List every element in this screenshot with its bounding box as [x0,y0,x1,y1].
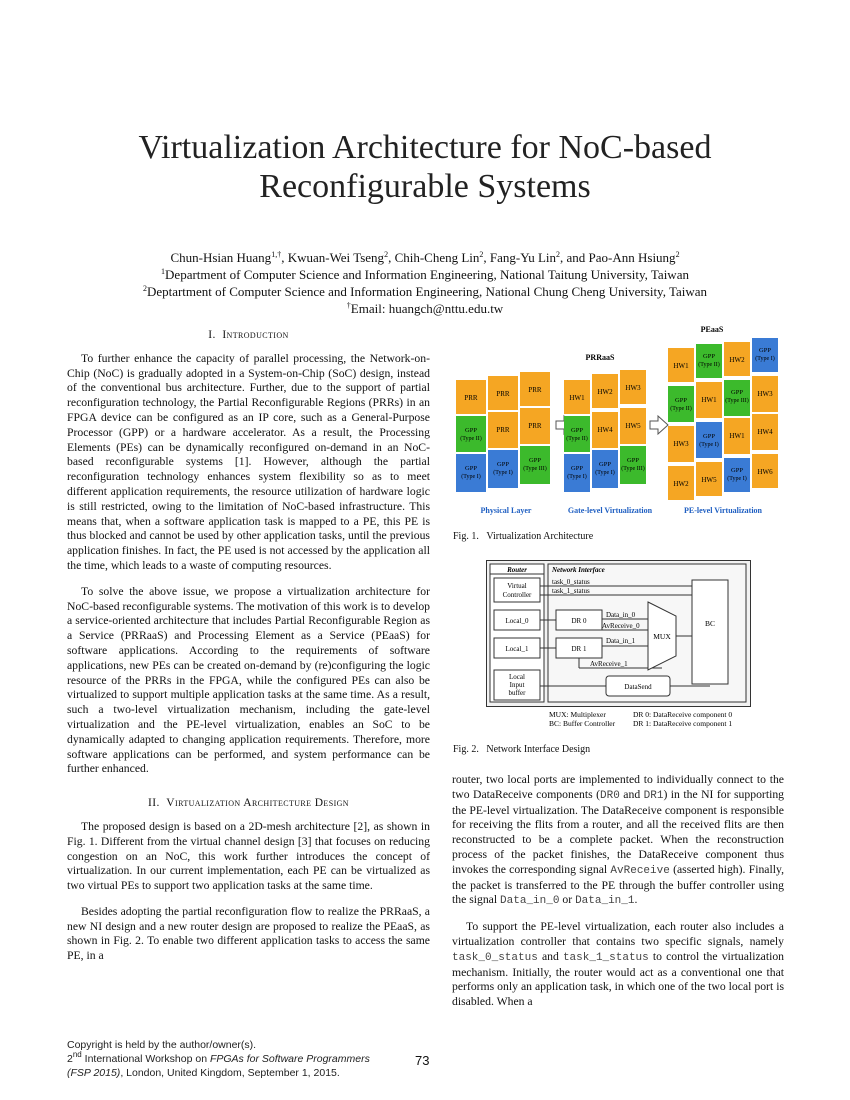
vc-label: Virtual [507,582,527,590]
signal-avreceive-1: AvReceive_1 [590,660,628,668]
hw-label: HW3 [757,390,773,398]
gpp-label: GPP [465,427,477,434]
legend-dr1: DR 1: DataReceive component 1 [633,719,733,728]
paper-title [0,128,850,206]
hw-label: HW1 [701,396,717,404]
prr-label: PRR [528,422,542,430]
footer-text: International Workshop on [81,1053,210,1065]
figure-1 [452,318,784,518]
gpp-type: (Type III) [523,466,547,472]
hw-label: HW4 [757,428,773,436]
prr-label: PRR [496,426,510,434]
hw-label: HW2 [597,388,613,396]
gpp-type: (Type I) [493,470,513,476]
footer-line [67,1066,370,1080]
gpp-block [456,416,486,452]
caption-number: Fig. 2. [453,744,479,755]
section-number: I. [208,329,216,341]
prr-label: PRR [528,386,542,394]
author-sup: 1,† [271,250,282,259]
hw-label: HW5 [701,476,717,484]
dr0-label: DR 0 [571,617,587,625]
text-run: router, two local ports are implemented to individually connect to the two DataReceive components ( [452,773,784,801]
physical-grid [456,372,550,492]
prr-label: PRR [464,394,478,402]
section-title: Introduction [222,329,289,341]
gpp-label: GPP [599,461,611,468]
text-run: and [537,949,563,963]
hw-label: HW1 [729,432,745,440]
author-block [0,249,850,317]
footer-line [67,1052,370,1066]
author-sup: 2 [556,250,561,259]
gpp-label: GPP [465,465,477,472]
paragraph: To solve the above issue, we propose a virtualization architecture for NoC-based reconfigurable systems. The motivation of this work is to develop a service-oriented architecture that includes Partial Reconfigurable Region as a Service (PRRaaS) and Processing Element as a Service (PEaaS) for software applications. According to the requirements of software applications, new PEs can be created on-demand by (re)configuring the logic resource of the PRRs in the FPGA, while the configured PEs can also be virtualized to support multiple application tasks at the same time. As a result, such a two-level virtualization mechanism, including the gate-level virtualization and the PE-level virtualization, enables an SoC to be dynamically adapted to changing application requirements. Therefore, more software applications can be performed, and system performance can be further enhanced. [67,584,431,776]
gpp-type: (Type II) [670,406,692,412]
footer-ordinal: 2 [67,1053,73,1065]
code-task0: task_0_status [452,951,538,964]
lib-label: buffer [508,689,526,697]
gpp-type: (Type I) [595,470,615,476]
footer-workshop: FPGAs for Software Programmers [209,1053,370,1065]
affiliation-2 [0,283,850,300]
author-list [0,249,850,266]
gpp-label: GPP [529,457,541,464]
legend-dr0: DR 0: DataReceive component 0 [633,710,733,719]
hw-label: HW5 [625,422,641,430]
section-heading-2 [67,796,430,811]
email-sup: † [346,301,351,310]
gpp-label: GPP [759,347,771,354]
local0-label: Local_0 [505,617,529,625]
bc-box [692,580,728,684]
code-dr1: DR1 [643,789,664,802]
gpp-label: GPP [703,433,715,440]
gpp-block [724,458,750,492]
hw-label: HW1 [569,394,585,402]
aff-sup: 2 [142,284,147,293]
footer-fsp: (FSP 2015) [67,1067,121,1079]
hw-label: HW3 [673,440,689,448]
section-number: II. [148,797,160,810]
author-sup: 2 [384,250,389,259]
gpp-block [520,446,550,484]
legend-bc: BC: Buffer Controller [549,719,616,728]
label-gate-level: Gate-level Virtualization [567,506,653,515]
author-sup: 2 [479,250,484,259]
author-name: Chun-Hsian Huang [170,250,272,265]
gpp-type: (Type II) [460,436,482,442]
hw-label: HW3 [625,384,641,392]
router-label: Router [507,566,527,574]
gpp-type: (Type I) [461,474,481,480]
gpp-type: (Type I) [699,442,719,448]
aff-text: Deptartment of Computer Science and Information Engineering, National Chung Cheng University, Taiwan [146,284,708,299]
label-prraas: PRRaaS [585,353,615,362]
hw-label: HW2 [673,480,689,488]
hw-label: HW2 [729,356,745,364]
text-run: and [619,787,644,801]
lib-label: Input [509,681,525,689]
pe-level-grid [668,338,778,500]
signal-data-in-1: Data_in_1 [606,637,636,645]
figure-2 [486,560,756,732]
text-run: ) in the NI for supporting the PE-level virtualization. The DataReceive component is responsible for receiving the flits from a router, and all the received flits are then reconstructed to be a complete packet. When the reconstruction process of the packet finishes, the DataReceive component thus invokes the corresponding signal [452,787,785,876]
gpp-block [696,344,722,378]
gpp-block [668,386,694,422]
text-run: or [559,893,576,907]
hw-label: HW6 [757,468,773,476]
datasend-label: DataSend [624,683,652,691]
author-sup: 2 [675,250,680,259]
local1-label: Local_1 [505,645,529,653]
gpp-type: (Type III) [621,466,645,472]
signal-task0: task_0_status [552,578,590,586]
gate-level-cells [564,370,646,492]
author-name: , Fang-Yu Lin [483,250,557,265]
title-line-1: Virtualization Architecture for NoC-based [138,129,712,166]
paragraph: To further enhance the capacity of parallel processing, the Network-on-Chip (NoC) is gradually adopted in a System-on-Chip (SoC) design, instead of the conventional bus architecture. Further, due to the support of partial reconfiguration technology, the Partial Reconfigurable Regions (PRRs) in an FPGA device can be configured as an IP core, such as a General-Purpose Processor (GPP) or a hardware accelerator. As a result, the Processing Elements (PEs) can be dynamically reconfigured on-demand in an NoC-based reconfigurable systems [1]. However, although the partial reconfiguration technology enhances system flexibility so as to meet different application requirements, the resource utilization of hardware logic is still restricted, owing to the limitation of NoC-based infrastructure. This means that, when a software application task is mapped to a PE, this PE is thus blocked and cannot be used by other application tasks, until the previous application finishes. In fact, the PE used is not accessed by the application all the time, which leads to a waste of computing resources. [67,351,430,572]
ni-label: Network Interface [552,566,605,574]
left-column [67,328,430,975]
prr-label: PRR [496,390,510,398]
section-heading-1 [67,328,430,343]
label-pe-level: PE-level Virtualization [684,506,762,515]
affiliation-1 [0,266,850,283]
footer-line: Copyright is held by the author/owner(s). [67,1039,257,1051]
gpp-type: (Type II) [566,436,588,442]
signal-avreceive-0: AvReceive_0 [602,622,640,630]
lib-label: Local [509,673,525,681]
legend-mux: MUX: Multiplexer [549,710,606,719]
author-name: , Chih-Cheng Lin [388,250,480,265]
hw-label: HW4 [597,426,613,434]
paragraph [452,773,784,909]
right-column [452,773,784,1021]
label-peaas: PEaaS [700,325,724,334]
gpp-block [752,338,778,372]
footer-text: , London, United Kingdom, September 1, 2015. [120,1067,340,1079]
gpp-block [564,416,590,452]
gpp-label: GPP [497,461,509,468]
hw-label: HW1 [673,362,689,370]
signal-data-in-0: Data_in_0 [606,611,636,619]
gpp-label: GPP [703,353,715,360]
gpp-label: GPP [731,467,743,474]
author-name: , and Pao-Ann Hsiung [560,250,676,265]
dr1-label: DR 1 [571,645,587,653]
bc-label: BC [704,619,716,628]
code-avreceive: AvReceive [610,864,670,877]
author-name: , Kwuan-Wei Tseng [281,250,385,265]
caption-text: Virtualization Architecture [486,531,594,542]
gpp-block [696,422,722,458]
label-physical-layer: Physical Layer [480,506,532,515]
vc-label: Controller [502,591,532,599]
paragraph [452,920,784,1010]
code-data-in-1: Data_in_1 [575,895,635,908]
gpp-type: (Type I) [755,356,775,362]
gpp-block [620,446,646,484]
gpp-block [564,454,590,492]
gpp-label: GPP [627,457,639,464]
mux-label: MUX [653,632,671,641]
gpp-type: (Type I) [567,474,587,480]
gpp-label: GPP [731,389,743,396]
gpp-block [592,450,618,488]
gpp-label: GPP [571,427,583,434]
code-task1: task_1_status [562,951,649,964]
caption-number: Fig. 1. [453,531,479,542]
gpp-block [456,454,486,492]
code-data-in-0: Data_in_0 [500,895,560,908]
gpp-type: (Type III) [725,398,749,404]
aff-text: Department of Computer Science and Information Engineering, National Taitung University, Taiwan [165,267,689,282]
email-text: Email: huangch@nttu.edu.tw [350,301,504,316]
paragraph: Besides adopting the partial reconfiguration flow to realize the PRRaaS, a new NI design and a new router design are proposed to realize the PEaaS, as shown in Fig. 2. To enable two different application tasks to access the same PE, in a [67,904,430,963]
text-run: To support the PE-level virtualization, each router also includes a virtualization controller that contains two specific signals, namely [452,920,784,948]
aff-sup: 1 [161,267,166,276]
figure-2-caption [453,744,590,755]
gpp-label: GPP [675,397,687,404]
gpp-type: (Type II) [698,362,720,368]
text-run: to control the virtualization mechanism. Initially, the router would act as a conventional one that performs only an application task, in which one of the two local port is disabled. When a [452,949,785,1009]
section-title: Virtualization Architecture Design [166,797,349,810]
title-line-2: Reconfigurable Systems [259,168,591,205]
gpp-type: (Type I) [727,476,747,482]
code-dr0: DR0 [600,789,620,802]
copyright-footer [67,1038,370,1080]
figure-1-caption [453,531,593,542]
page-number: 73 [415,1053,430,1068]
gpp-block [488,450,518,488]
caption-text: Network Interface Design [486,744,591,755]
gpp-label: GPP [571,465,583,472]
email [0,300,850,317]
text-run: . [634,893,638,907]
text-run: (asserted high). Finally, the packet is transferred to the PE through the buffer controller using the signal [452,862,784,907]
paragraph: The proposed design is based on a 2D-mesh architecture [2], as shown in Fig. 1. Different from the virtual channel design [3] that focuses on reducing congestion on an NoC, this work further introduces the concept of virtualization. In our current implementation, each PE can be virtualized as two virtual PEs to support two application tasks at the same time. [67,819,430,893]
signal-task1: task_1_status [552,587,590,595]
footer-ordinal-sup: nd [72,1050,82,1059]
